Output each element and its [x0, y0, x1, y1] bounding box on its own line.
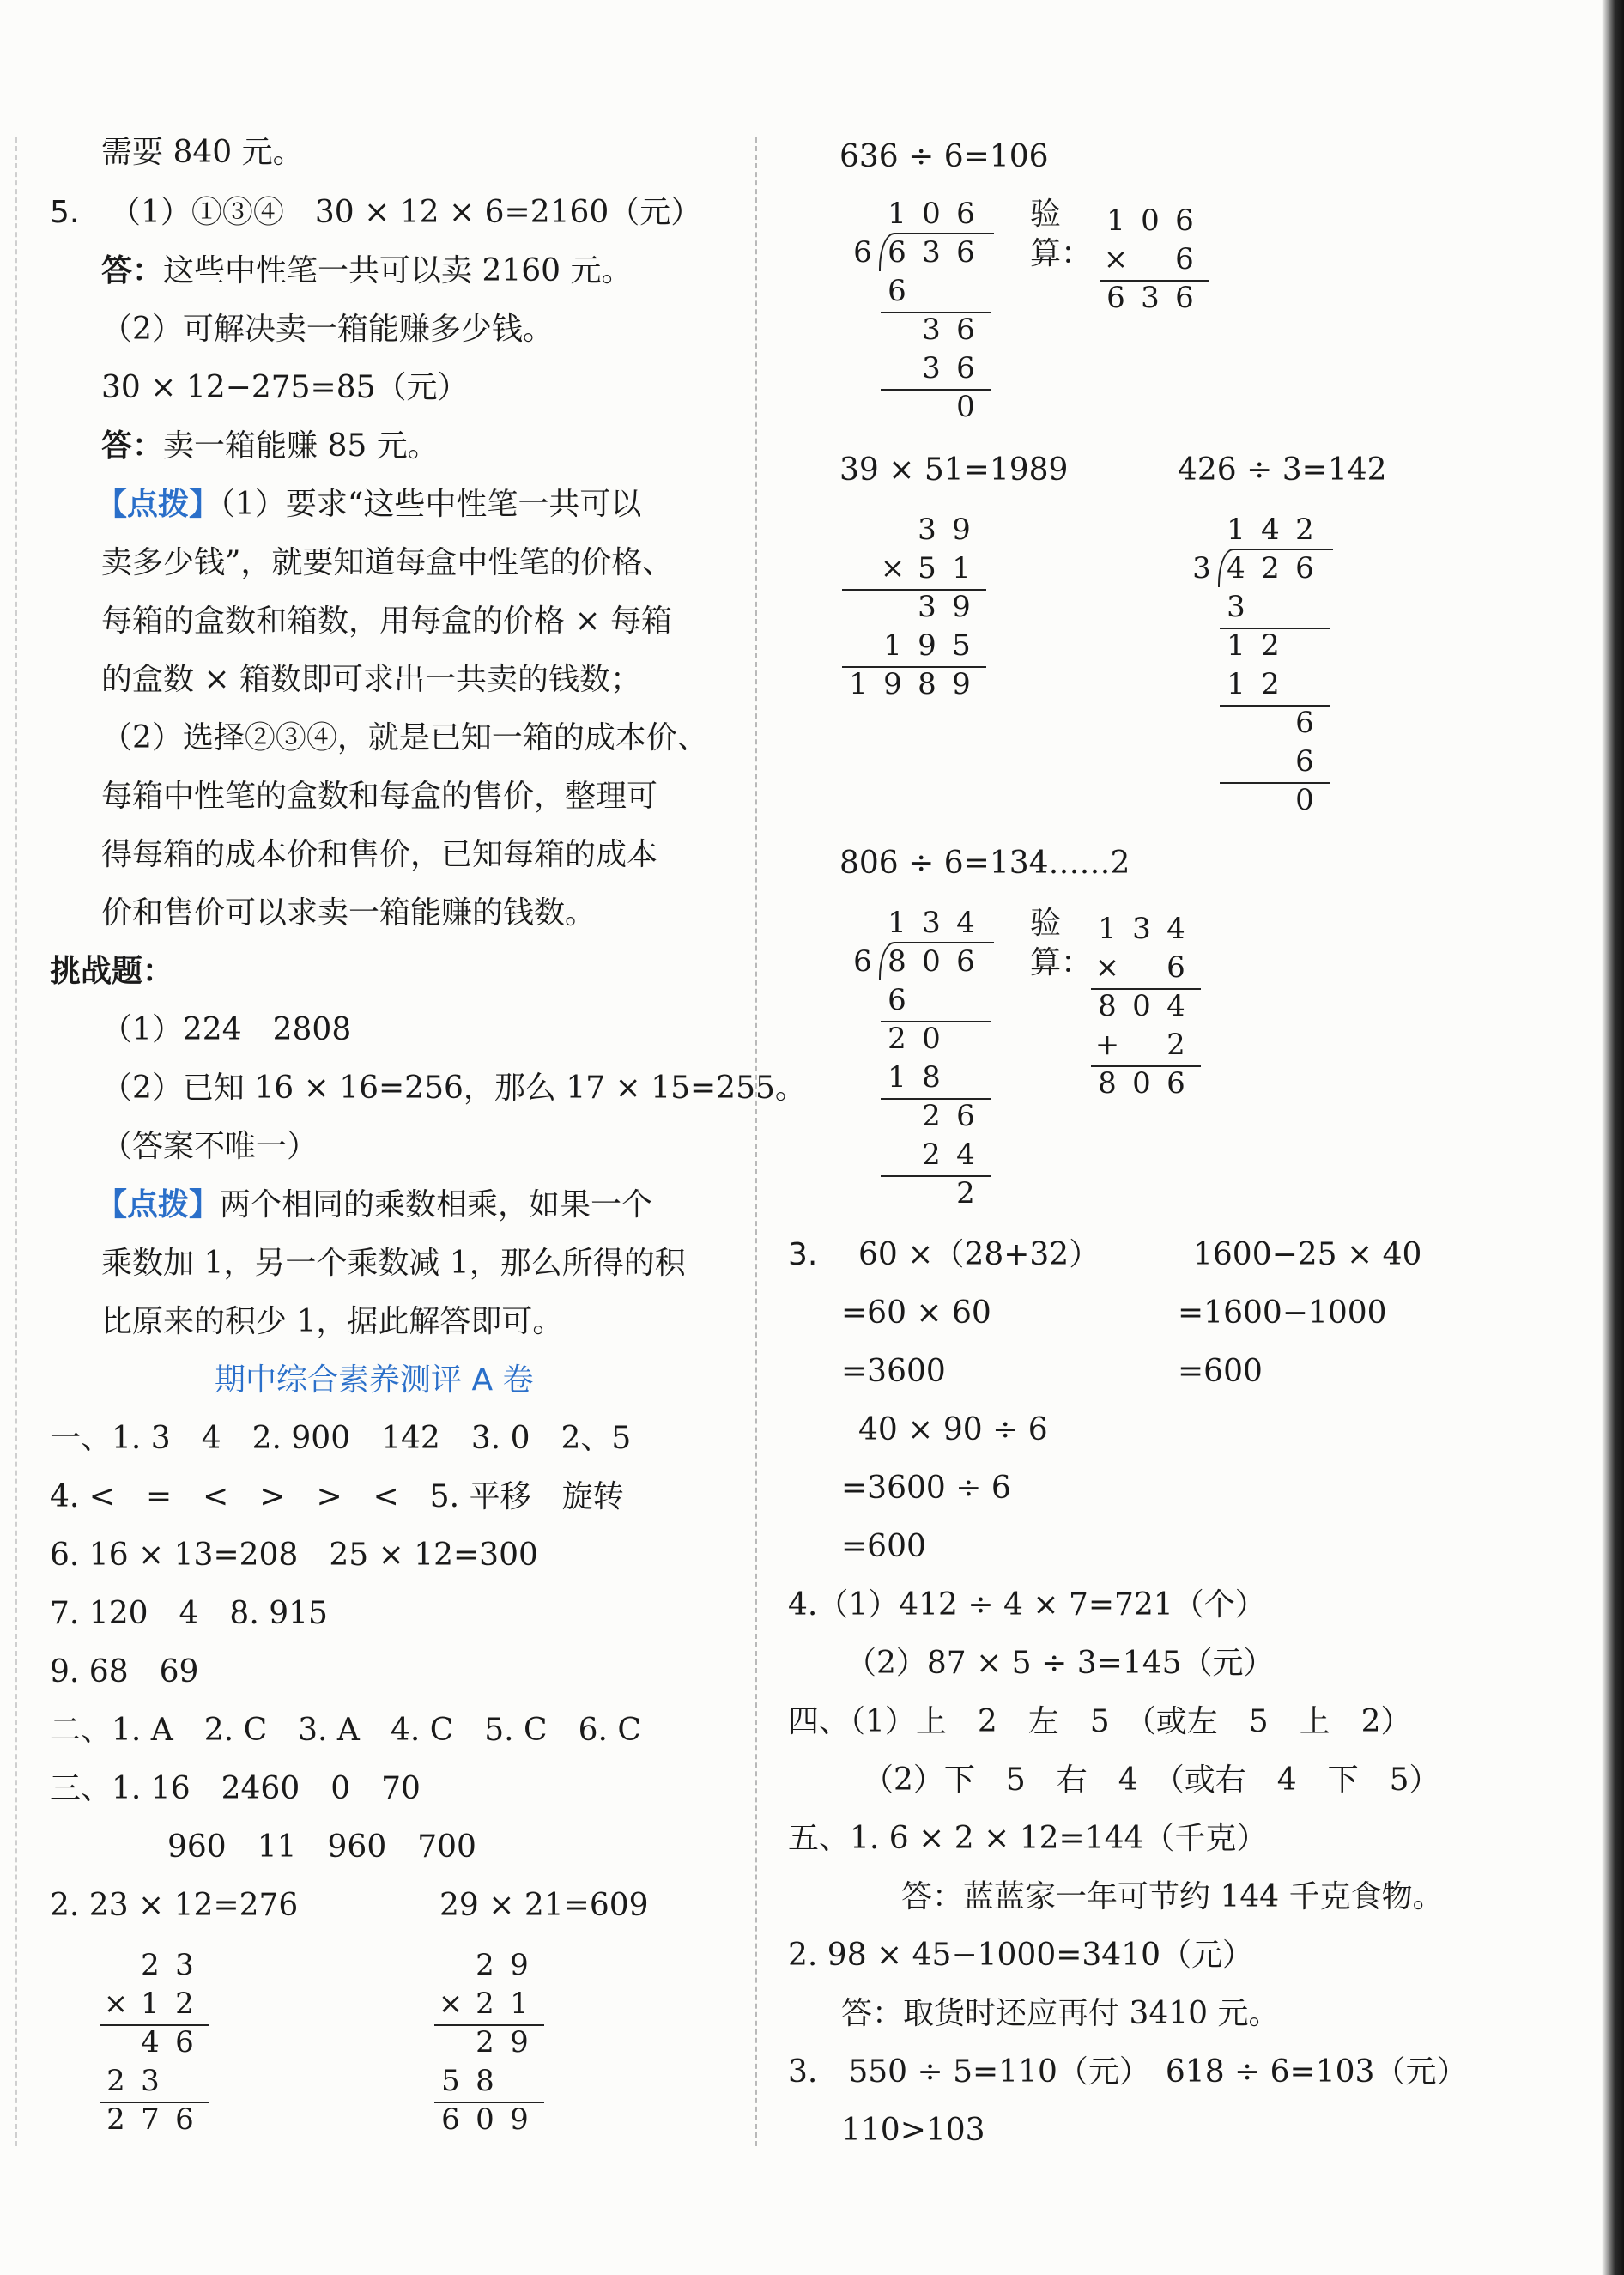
column-digit: 1 — [1106, 203, 1125, 238]
remainder-digit: 6 — [956, 312, 975, 347]
quotient-digit: 6 — [956, 197, 975, 231]
remainder-digit: 6 — [956, 1099, 975, 1133]
part5-q2: 2. 98 × 45−1000=3410（元） — [788, 1938, 1254, 1973]
column-digit: 7 — [141, 2102, 160, 2137]
column-digit: 2 — [1166, 1028, 1185, 1062]
quotient-digit: 1 — [888, 197, 906, 231]
part3-q2a: 2. 23 × 12=276 — [50, 1888, 299, 1923]
verify-label-1a: 验 — [1030, 197, 1062, 232]
part5-q3b: 110>103 — [841, 2113, 985, 2148]
column-digit: 2 — [476, 1948, 494, 1982]
q5-calc2: 30 × 12−275=85（元） — [101, 370, 469, 405]
quotient-digit: 4 — [1261, 513, 1280, 547]
div-426-title: 426 ÷ 3=142 — [1178, 452, 1387, 488]
remainder-digit: 2 — [1261, 628, 1280, 663]
mult-39x51-title: 39 × 51=1989 — [839, 452, 1069, 488]
remainder-digit: 6 — [1295, 744, 1314, 779]
part2-line: 二、1. A 2. C 3. A 4. C 5. C 6. C — [50, 1713, 641, 1748]
remainder-digit: 3 — [922, 351, 941, 385]
part5-q2-answer: 答：取货时还应再付 3410 元。 — [841, 1996, 1280, 2031]
page-edge-shadow — [1602, 0, 1624, 2275]
column-digit: 2 — [175, 1987, 194, 2021]
verify-label-1b: 算： — [1030, 236, 1093, 271]
remainder-digit: 1 — [888, 1060, 906, 1095]
dividend-digit: 0 — [922, 944, 941, 979]
column-digit: 6 — [175, 2102, 194, 2137]
column-digit: 2 — [476, 2025, 494, 2060]
column-digit: × — [103, 1987, 129, 2021]
column-digit: 3 — [918, 590, 936, 624]
calc-line — [1100, 280, 1209, 282]
column-digit: 1 — [1098, 912, 1117, 946]
tip1-line1-text: （1）要求“这些中性笔一共可以 — [220, 487, 642, 522]
column-digit: 6 — [175, 2025, 194, 2060]
q3-number: 3. — [788, 1237, 818, 1272]
tip2-line2: 乘数加 1，另一个乘数减 1，那么所得的积 — [101, 1246, 686, 1281]
column-digit: 2 — [141, 1948, 160, 1982]
tip1-line2: 卖多少钱”，就要知道每盒中性笔的价格、 — [101, 545, 674, 580]
remainder-digit: 1 — [1227, 667, 1245, 701]
left-margin-line — [15, 137, 17, 2146]
tip1-line3: 每箱的盒数和箱数，用每盒的价格 × 每箱 — [101, 604, 673, 639]
remainder-digit: 0 — [922, 1022, 941, 1056]
calc-line — [881, 1175, 991, 1177]
tip1-line7: 得每箱的成本价和售价，已知每箱的成本 — [101, 837, 658, 872]
part1-line6: 6. 16 × 13=208 25 × 12=300 — [50, 1538, 538, 1573]
column-digit: 6 — [1166, 950, 1185, 985]
q3a-line2: =60 × 60 — [841, 1295, 991, 1331]
part4-line2: （2）下 5 右 4 （或右 4 下 5） — [863, 1762, 1440, 1798]
calc-line — [1220, 782, 1330, 784]
part4-line1: 四、（1）上 2 左 5 （或左 5 上 2） — [788, 1704, 1412, 1739]
quotient-digit: 3 — [922, 906, 941, 940]
column-digit: 5 — [918, 551, 936, 585]
dividend-digit: 4 — [1227, 551, 1245, 585]
column-digit: 6 — [1175, 203, 1194, 238]
dividend-digit: 6 — [1295, 551, 1314, 585]
column-digit: 5 — [441, 2064, 460, 2098]
tip1-line8: 价和售价可以求卖一箱能赚的钱数。 — [101, 895, 597, 931]
q3c-line3: =600 — [841, 1529, 926, 1564]
tip2-line1 — [96, 1187, 653, 1222]
section-title: 期中综合素养测评 A 卷 — [215, 1362, 534, 1398]
column-digit: 2 — [106, 2064, 125, 2098]
part5-q3: 3. 550 ÷ 5=110（元） 618 ÷ 6=103（元） — [788, 2054, 1468, 2090]
calc-line — [881, 389, 991, 391]
column-digit: 9 — [952, 590, 971, 624]
column-digit: 4 — [1166, 989, 1185, 1023]
column-digit: 2 — [106, 2102, 125, 2137]
calc-line — [881, 1098, 991, 1100]
column-digit: 3 — [1141, 281, 1160, 315]
challenge-heading: 挑战题： — [50, 954, 174, 989]
remainder-digit: 2 — [888, 1022, 906, 1056]
q5-answer2-text: 卖一箱能赚 85 元。 — [163, 428, 439, 464]
calc-line — [881, 312, 991, 313]
q3b-line2: =1600−1000 — [1178, 1295, 1387, 1331]
calc-line — [1220, 628, 1330, 629]
column-digit: 0 — [1132, 1066, 1151, 1101]
divisor-digit: 3 — [1192, 551, 1211, 585]
column-digit: 9 — [952, 667, 971, 701]
part1-line9: 9. 68 69 — [50, 1654, 199, 1690]
calc-line — [1091, 988, 1201, 990]
q5-part2: （2）可解决卖一箱能赚多少钱。 — [101, 312, 554, 347]
remainder-digit: 1 — [1227, 628, 1245, 663]
quotient-digit: 1 — [1227, 513, 1245, 547]
answer-label: 答： — [101, 428, 164, 464]
column-digit: 3 — [918, 513, 936, 547]
remainder-digit: 6 — [888, 274, 906, 308]
dividend-digit: 2 — [1261, 551, 1280, 585]
column-digit: 8 — [918, 667, 936, 701]
column-digit: 6 — [1166, 1066, 1185, 1101]
challenge-3: （答案不唯一） — [101, 1129, 318, 1164]
dividend-digit: 8 — [888, 944, 906, 979]
calc-line — [434, 2024, 544, 2026]
tip1-line6: 每箱中性笔的盒数和每盒的售价，整理可 — [101, 779, 658, 814]
q5-number: 5. — [50, 195, 80, 230]
column-digit: 9 — [883, 667, 902, 701]
q5-part1: （1）①③④ 30 × 12 × 6=2160（元） — [110, 195, 702, 230]
column-digit: 9 — [918, 628, 936, 663]
calc-line — [100, 2102, 209, 2103]
dividend-digit: 6 — [888, 235, 906, 270]
column-digit: 1 — [952, 551, 971, 585]
calc-line — [842, 589, 986, 591]
remainder-digit: 4 — [956, 1138, 975, 1172]
part1-line1: 一、1. 3 4 2. 900 142 3. 0 2、5 — [50, 1421, 632, 1456]
column-digit: 2 — [476, 1987, 494, 2021]
quotient-digit: 2 — [1295, 513, 1314, 547]
part3-line1b: 960 11 960 700 — [167, 1829, 476, 1865]
challenge-2: （2）已知 16 × 16=256，那么 17 × 15=255。 — [101, 1071, 806, 1106]
division-bracket — [879, 942, 994, 980]
column-digit: 1 — [849, 667, 868, 701]
challenge-1: （1）224 2808 — [101, 1012, 352, 1047]
div-636-title: 636 ÷ 6=106 — [839, 139, 1049, 174]
column-digit: 1 — [141, 1987, 160, 2021]
div-806-title: 806 ÷ 6=134……2 — [839, 846, 1130, 881]
column-digit: × — [880, 551, 906, 585]
q5-answer1 — [101, 253, 633, 288]
verify-label-2a: 验 — [1030, 906, 1062, 941]
tip-label: 【点拨】 — [96, 1187, 221, 1222]
part3-q2b: 29 × 21=609 — [439, 1888, 649, 1923]
column-digit: 0 — [1132, 989, 1151, 1023]
part1-line7: 7. 120 4 8. 915 — [50, 1596, 328, 1631]
division-bracket — [1218, 549, 1333, 587]
divisor-digit: 6 — [853, 944, 872, 979]
column-digit: 1 — [883, 628, 902, 663]
calc-line — [434, 2102, 544, 2103]
column-digit: 8 — [1098, 1066, 1117, 1101]
column-digit: × — [1094, 950, 1120, 985]
column-digit: 8 — [1098, 989, 1117, 1023]
column-digit: 4 — [141, 2025, 160, 2060]
column-digit: 0 — [1141, 203, 1160, 238]
calc-line — [842, 666, 986, 668]
q4-line1: 4.（1）412 ÷ 4 × 7=721（个） — [788, 1587, 1266, 1623]
remainder-digit: 6 — [888, 983, 906, 1017]
calc-line — [881, 1021, 991, 1022]
calc-line — [1091, 1065, 1201, 1067]
q3c-line1: 40 × 90 ÷ 6 — [858, 1412, 1048, 1447]
tip1-line4: 的盒数 × 箱数即可求出一共卖的钱数； — [101, 662, 642, 697]
column-digit: 6 — [1175, 281, 1194, 315]
column-digit: 5 — [952, 628, 971, 663]
tip1-line1 — [96, 489, 641, 520]
line-need-840: 需要 840 元。 — [101, 135, 304, 170]
column-digit: 9 — [510, 2102, 529, 2137]
remainder-digit: 2 — [922, 1099, 941, 1133]
column-divider — [755, 137, 757, 2146]
q3a-line3: =3600 — [841, 1354, 946, 1389]
column-digit: 3 — [1132, 912, 1151, 946]
remainder-digit: 0 — [1295, 783, 1314, 817]
column-digit: × — [438, 1987, 464, 2021]
column-digit: 3 — [141, 2064, 160, 2098]
verify-label-2b: 算： — [1030, 945, 1093, 980]
q4-line2: （2）87 × 5 ÷ 3=145（元） — [845, 1646, 1275, 1681]
division-bracket — [879, 233, 994, 271]
calc-line — [100, 2024, 209, 2026]
column-digit: 3 — [175, 1948, 194, 1982]
tip2-line3: 比原来的积少 1，据此解答即可。 — [101, 1304, 564, 1339]
column-digit: 9 — [952, 513, 971, 547]
q3b-line3: =600 — [1178, 1354, 1263, 1389]
column-digit: 9 — [510, 2025, 529, 2060]
calc-line — [1220, 705, 1330, 707]
column-digit: 0 — [476, 2102, 494, 2137]
part5-q1: 五、1. 6 × 2 × 12=144（千克） — [788, 1821, 1268, 1856]
column-digit: 9 — [510, 1948, 529, 1982]
tip2-line1-text: 两个相同的乘数相乘，如果一个 — [220, 1187, 653, 1222]
part1-line4: 4. < = < > > < 5. 平移 旋转 — [50, 1479, 624, 1514]
tip-label: 【点拨】 — [96, 487, 221, 522]
dividend-digit: 6 — [956, 944, 975, 979]
remainder-digit: 0 — [956, 390, 975, 424]
remainder-digit: 6 — [1295, 706, 1314, 740]
part3-line1: 三、1. 16 2460 0 70 — [50, 1771, 421, 1806]
divisor-digit: 6 — [853, 235, 872, 270]
remainder-digit: 6 — [956, 351, 975, 385]
remainder-digit: 8 — [922, 1060, 941, 1095]
q5-answer1-text: 这些中性笔一共可以卖 2160 元。 — [163, 253, 633, 288]
quotient-digit: 1 — [888, 906, 906, 940]
column-digit: 6 — [1106, 281, 1125, 315]
q3c-line2: =3600 ÷ 6 — [841, 1471, 1011, 1506]
remainder-digit: 2 — [956, 1176, 975, 1210]
column-digit: 6 — [1175, 242, 1194, 276]
column-digit: 1 — [510, 1987, 529, 2021]
column-digit: 4 — [1166, 912, 1185, 946]
q3a-line1: 60 ×（28+32） — [858, 1237, 1100, 1272]
quotient-digit: 4 — [956, 906, 975, 940]
answer-label: 答： — [101, 253, 164, 288]
quotient-digit: 0 — [922, 197, 941, 231]
column-digit: + — [1094, 1028, 1120, 1062]
column-digit: 6 — [441, 2102, 460, 2137]
dividend-digit: 3 — [922, 235, 941, 270]
tip1-line5: （2）选择②③④，就是已知一箱的成本价、 — [101, 720, 708, 755]
q5-answer2 — [101, 428, 439, 464]
column-digit: × — [1103, 242, 1129, 276]
remainder-digit: 3 — [922, 312, 941, 347]
remainder-digit: 2 — [1261, 667, 1280, 701]
q3b-line1: 1600−25 × 40 — [1193, 1237, 1422, 1272]
remainder-digit: 3 — [1227, 590, 1245, 624]
dividend-digit: 6 — [956, 235, 975, 270]
part5-q1-answer: 答：蓝蓝家一年可节约 144 千克食物。 — [901, 1879, 1444, 1914]
remainder-digit: 2 — [922, 1138, 941, 1172]
column-digit: 8 — [476, 2064, 494, 2098]
